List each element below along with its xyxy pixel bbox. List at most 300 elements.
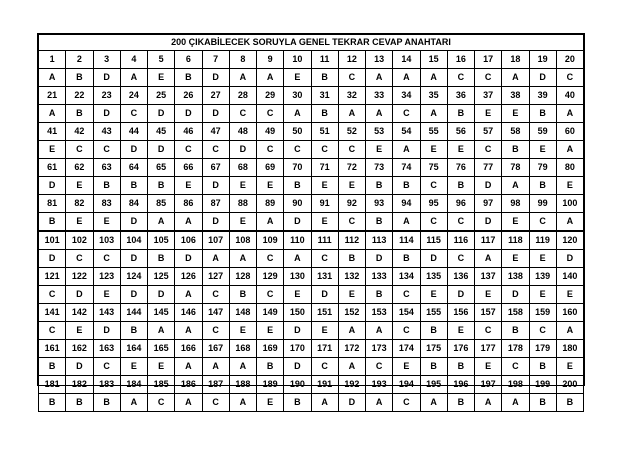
question-number-cell: 107	[202, 231, 229, 250]
question-number-cell: 196	[447, 376, 474, 394]
question-number-cell: 165	[148, 340, 175, 358]
question-number-cell: 56	[447, 123, 474, 141]
answer-cell: A	[175, 213, 202, 232]
answer-cell: E	[284, 286, 311, 304]
answer-cell: E	[284, 69, 311, 87]
answer-row	[39, 177, 584, 195]
question-number-cell: 103	[93, 231, 120, 250]
answer-cell: B	[447, 105, 474, 123]
question-number-cell: 134	[393, 268, 420, 286]
answer-cell: D	[338, 394, 365, 412]
answer-cell: A	[148, 322, 175, 340]
question-number-cell: 137	[475, 268, 502, 286]
answer-cell: A	[556, 322, 583, 340]
question-number-cell: 58	[502, 123, 529, 141]
question-number-cell: 199	[529, 376, 556, 394]
question-number-cell: 200	[556, 376, 583, 394]
question-number-cell: 145	[148, 304, 175, 322]
answer-cell: D	[93, 322, 120, 340]
question-number-cell: 99	[529, 195, 556, 213]
answer-cell: B	[66, 105, 93, 123]
question-number-cell: 189	[257, 376, 284, 394]
question-number-cell: 191	[311, 376, 338, 394]
answer-cell: D	[93, 105, 120, 123]
answer-cell: B	[120, 177, 147, 195]
answer-cell: C	[420, 177, 447, 195]
question-number-cell: 30	[284, 87, 311, 105]
question-number-cell: 159	[529, 304, 556, 322]
question-number-cell: 173	[366, 340, 393, 358]
answer-cell: B	[66, 69, 93, 87]
answer-cell: C	[120, 105, 147, 123]
question-number-cell: 155	[420, 304, 447, 322]
answer-cell: E	[529, 286, 556, 304]
question-number-cell: 164	[120, 340, 147, 358]
question-number-cell: 50	[284, 123, 311, 141]
answer-cell: A	[393, 213, 420, 232]
question-number-cell: 41	[39, 123, 66, 141]
question-number-cell: 59	[529, 123, 556, 141]
answer-row	[39, 250, 584, 268]
question-number-cell: 13	[366, 51, 393, 69]
answer-cell: E	[257, 177, 284, 195]
question-number-cell: 4	[120, 51, 147, 69]
answer-cell: D	[93, 69, 120, 87]
question-number-cell: 116	[447, 231, 474, 250]
answer-cell: B	[447, 177, 474, 195]
question-number-cell: 160	[556, 304, 583, 322]
question-number-cell: 169	[257, 340, 284, 358]
question-number-cell: 53	[366, 123, 393, 141]
question-number-cell: 126	[175, 268, 202, 286]
question-number-cell: 104	[120, 231, 147, 250]
answer-cell: D	[420, 250, 447, 268]
answer-cell: A	[148, 213, 175, 232]
question-number-cell: 18	[502, 51, 529, 69]
question-number-cell: 66	[175, 159, 202, 177]
answer-cell: D	[475, 177, 502, 195]
question-number-cell: 49	[257, 123, 284, 141]
answer-cell: C	[447, 213, 474, 232]
answer-cell: B	[257, 358, 284, 376]
answer-cell: C	[502, 358, 529, 376]
question-number-cell: 112	[338, 231, 365, 250]
answer-cell: A	[284, 105, 311, 123]
answer-row	[39, 69, 584, 87]
question-number-cell: 87	[202, 195, 229, 213]
answer-cell: E	[66, 177, 93, 195]
answer-cell: E	[393, 358, 420, 376]
answer-cell: E	[529, 141, 556, 159]
question-number-cell: 62	[66, 159, 93, 177]
question-number-cell: 101	[39, 231, 66, 250]
answer-cell: C	[311, 141, 338, 159]
question-number-cell: 55	[420, 123, 447, 141]
answer-cell: A	[420, 394, 447, 412]
question-number-cell: 19	[529, 51, 556, 69]
answer-cell: C	[311, 358, 338, 376]
answer-cell: D	[556, 250, 583, 268]
answer-cell: D	[284, 358, 311, 376]
question-number-cell: 15	[420, 51, 447, 69]
answer-cell: A	[393, 141, 420, 159]
answer-cell: A	[175, 286, 202, 304]
question-number-cell: 115	[420, 231, 447, 250]
question-number-cell: 148	[229, 304, 256, 322]
answer-cell: E	[556, 177, 583, 195]
question-number-cell: 181	[39, 376, 66, 394]
question-number-cell: 198	[502, 376, 529, 394]
answer-cell: B	[338, 250, 365, 268]
question-number-row	[39, 340, 584, 358]
answer-cell: A	[366, 322, 393, 340]
question-number-cell: 26	[175, 87, 202, 105]
answer-cell: A	[556, 105, 583, 123]
answer-cell: E	[66, 213, 93, 232]
answer-cell: B	[529, 105, 556, 123]
answer-cell: A	[475, 250, 502, 268]
answer-cell: A	[202, 358, 229, 376]
question-number-cell: 80	[556, 159, 583, 177]
question-number-cell: 132	[338, 268, 365, 286]
question-number-cell: 187	[202, 376, 229, 394]
answer-cell: A	[475, 394, 502, 412]
question-number-cell: 86	[175, 195, 202, 213]
answer-cell: C	[475, 141, 502, 159]
answer-cell: B	[93, 177, 120, 195]
answer-cell: A	[39, 69, 66, 87]
answer-cell: A	[338, 358, 365, 376]
question-number-cell: 29	[257, 87, 284, 105]
answer-cell: E	[229, 322, 256, 340]
question-number-cell: 120	[556, 231, 583, 250]
answer-cell: C	[529, 213, 556, 232]
answer-cell: E	[529, 250, 556, 268]
answer-cell: A	[229, 250, 256, 268]
answer-cell: B	[420, 358, 447, 376]
question-number-cell: 110	[284, 231, 311, 250]
answer-cell: E	[556, 358, 583, 376]
question-number-cell: 23	[93, 87, 120, 105]
question-number-row	[39, 51, 584, 69]
answer-cell: B	[366, 286, 393, 304]
answer-cell: A	[120, 69, 147, 87]
answer-cell: B	[148, 177, 175, 195]
answer-cell: E	[420, 141, 447, 159]
answer-cell: B	[529, 177, 556, 195]
question-number-cell: 77	[475, 159, 502, 177]
question-number-cell: 135	[420, 268, 447, 286]
answer-cell: E	[556, 286, 583, 304]
question-number-cell: 35	[420, 87, 447, 105]
question-number-cell: 118	[502, 231, 529, 250]
answer-cell: C	[257, 105, 284, 123]
question-number-cell: 71	[311, 159, 338, 177]
answer-cell: E	[120, 358, 147, 376]
question-number-cell: 5	[148, 51, 175, 69]
answer-cell: D	[202, 213, 229, 232]
answer-cell: A	[556, 213, 583, 232]
answer-cell: B	[311, 105, 338, 123]
question-number-cell: 172	[338, 340, 365, 358]
question-number-cell: 147	[202, 304, 229, 322]
answer-cell: E	[148, 69, 175, 87]
question-number-row	[39, 376, 584, 394]
question-number-cell: 24	[120, 87, 147, 105]
answer-cell: D	[148, 105, 175, 123]
answer-cell: E	[257, 322, 284, 340]
answer-cell: C	[93, 358, 120, 376]
question-number-cell: 152	[338, 304, 365, 322]
answer-cell: E	[366, 141, 393, 159]
answer-row	[39, 286, 584, 304]
question-number-cell: 17	[475, 51, 502, 69]
answer-cell: A	[257, 213, 284, 232]
question-number-cell: 73	[366, 159, 393, 177]
answer-cell: D	[148, 141, 175, 159]
answer-row	[39, 322, 584, 340]
question-number-cell: 109	[257, 231, 284, 250]
answer-cell: D	[39, 250, 66, 268]
answer-cell: D	[502, 286, 529, 304]
answer-cell: A	[502, 177, 529, 195]
question-number-cell: 162	[66, 340, 93, 358]
answer-cell: C	[284, 141, 311, 159]
answer-cell: A	[393, 69, 420, 87]
question-number-cell: 186	[175, 376, 202, 394]
answer-cell: E	[338, 286, 365, 304]
answer-cell: E	[175, 177, 202, 195]
answer-row	[39, 105, 584, 123]
question-number-cell: 108	[229, 231, 256, 250]
question-number-cell: 184	[120, 376, 147, 394]
answer-cell: E	[502, 105, 529, 123]
question-number-cell: 131	[311, 268, 338, 286]
answer-cell: E	[502, 213, 529, 232]
answer-cell: C	[338, 213, 365, 232]
answer-cell: B	[556, 394, 583, 412]
question-number-cell: 48	[229, 123, 256, 141]
answer-cell: D	[202, 177, 229, 195]
answer-cell: C	[338, 69, 365, 87]
answer-cell: C	[366, 358, 393, 376]
question-number-cell: 44	[120, 123, 147, 141]
question-number-cell: 9	[257, 51, 284, 69]
answer-cell: B	[366, 177, 393, 195]
question-number-cell: 57	[475, 123, 502, 141]
question-number-cell: 130	[284, 268, 311, 286]
answer-cell: D	[39, 177, 66, 195]
answer-cell: A	[420, 105, 447, 123]
answer-cell: C	[202, 286, 229, 304]
question-number-cell: 10	[284, 51, 311, 69]
answer-cell: C	[393, 286, 420, 304]
answer-cell: A	[502, 394, 529, 412]
answer-cell: B	[39, 358, 66, 376]
answer-cell: A	[202, 250, 229, 268]
question-number-cell: 174	[393, 340, 420, 358]
answer-cell: D	[120, 250, 147, 268]
question-number-cell: 140	[556, 268, 583, 286]
answer-cell: E	[447, 322, 474, 340]
question-number-cell: 178	[502, 340, 529, 358]
question-number-cell: 32	[338, 87, 365, 105]
question-number-cell: 156	[447, 304, 474, 322]
question-number-cell: 54	[393, 123, 420, 141]
answer-cell: C	[66, 141, 93, 159]
question-number-cell: 163	[93, 340, 120, 358]
answer-row	[39, 213, 584, 232]
answer-cell: A	[366, 394, 393, 412]
question-number-cell: 158	[502, 304, 529, 322]
answer-cell: A	[120, 394, 147, 412]
answer-cell: A	[420, 69, 447, 87]
question-number-row	[39, 231, 584, 250]
question-number-cell: 119	[529, 231, 556, 250]
answer-cell: C	[148, 394, 175, 412]
answer-cell: E	[420, 286, 447, 304]
question-number-cell: 20	[556, 51, 583, 69]
question-number-cell: 113	[366, 231, 393, 250]
question-number-cell: 171	[311, 340, 338, 358]
question-number-cell: 14	[393, 51, 420, 69]
answer-cell: D	[284, 213, 311, 232]
question-number-cell: 121	[39, 268, 66, 286]
answer-row	[39, 358, 584, 376]
answer-cell: E	[311, 177, 338, 195]
question-number-row	[39, 304, 584, 322]
answer-cell: D	[229, 141, 256, 159]
answer-cell: D	[66, 358, 93, 376]
answer-cell: C	[257, 141, 284, 159]
question-number-cell: 150	[284, 304, 311, 322]
answer-cell: A	[175, 322, 202, 340]
answer-cell: B	[175, 69, 202, 87]
question-number-cell: 182	[66, 376, 93, 394]
question-number-cell: 72	[338, 159, 365, 177]
answer-cell: C	[393, 105, 420, 123]
question-number-cell: 114	[393, 231, 420, 250]
answer-cell: B	[284, 177, 311, 195]
answer-cell: B	[93, 394, 120, 412]
question-number-cell: 95	[420, 195, 447, 213]
question-number-cell: 85	[148, 195, 175, 213]
question-number-cell: 96	[447, 195, 474, 213]
question-number-cell: 69	[257, 159, 284, 177]
question-number-cell: 123	[93, 268, 120, 286]
answer-cell: C	[556, 69, 583, 87]
question-number-cell: 128	[229, 268, 256, 286]
answer-cell: C	[447, 250, 474, 268]
answer-cell: C	[393, 394, 420, 412]
answer-cell: B	[393, 177, 420, 195]
question-number-cell: 33	[366, 87, 393, 105]
answer-cell: E	[93, 286, 120, 304]
answer-cell: C	[393, 322, 420, 340]
question-number-cell: 138	[502, 268, 529, 286]
question-number-cell: 105	[148, 231, 175, 250]
answer-cell: D	[202, 105, 229, 123]
question-number-cell: 90	[284, 195, 311, 213]
question-number-cell: 144	[120, 304, 147, 322]
answer-cell: C	[229, 105, 256, 123]
answer-cell: B	[366, 213, 393, 232]
question-number-cell: 185	[148, 376, 175, 394]
answer-cell: B	[529, 358, 556, 376]
answer-cell: E	[229, 213, 256, 232]
question-number-cell: 176	[447, 340, 474, 358]
answer-cell: C	[202, 394, 229, 412]
question-number-cell: 153	[366, 304, 393, 322]
question-number-cell: 38	[502, 87, 529, 105]
answer-cell: D	[202, 69, 229, 87]
question-number-cell: 129	[257, 268, 284, 286]
answer-cell: B	[229, 286, 256, 304]
question-number-cell: 122	[66, 268, 93, 286]
answer-cell: C	[257, 286, 284, 304]
question-number-cell: 79	[529, 159, 556, 177]
answer-cell: D	[529, 69, 556, 87]
answer-cell: C	[202, 141, 229, 159]
answer-cell: D	[175, 250, 202, 268]
question-number-cell: 36	[447, 87, 474, 105]
question-number-cell: 91	[311, 195, 338, 213]
question-number-cell: 52	[338, 123, 365, 141]
question-number-cell: 100	[556, 195, 583, 213]
question-number-cell: 93	[366, 195, 393, 213]
answer-cell: D	[475, 213, 502, 232]
question-number-cell: 195	[420, 376, 447, 394]
answer-cell: D	[66, 286, 93, 304]
answer-cell: C	[39, 322, 66, 340]
answer-cell: C	[257, 250, 284, 268]
question-number-cell: 180	[556, 340, 583, 358]
question-number-cell: 65	[148, 159, 175, 177]
question-number-cell: 11	[311, 51, 338, 69]
answer-row	[39, 394, 584, 412]
question-number-cell: 47	[202, 123, 229, 141]
question-number-cell: 149	[257, 304, 284, 322]
question-number-cell: 34	[393, 87, 420, 105]
question-number-cell: 143	[93, 304, 120, 322]
answer-cell: C	[420, 213, 447, 232]
question-number-cell: 45	[148, 123, 175, 141]
answer-key-sheet	[37, 33, 585, 407]
answer-cell: B	[447, 394, 474, 412]
question-number-cell: 146	[175, 304, 202, 322]
answer-cell: A	[175, 394, 202, 412]
question-number-cell: 61	[39, 159, 66, 177]
question-number-cell: 154	[393, 304, 420, 322]
question-number-cell: 67	[202, 159, 229, 177]
answer-cell: B	[447, 358, 474, 376]
answer-cell: E	[475, 358, 502, 376]
question-number-cell: 64	[120, 159, 147, 177]
answer-cell: A	[502, 69, 529, 87]
answer-cell: C	[475, 322, 502, 340]
answer-cell: C	[202, 322, 229, 340]
question-number-cell: 117	[475, 231, 502, 250]
question-number-cell: 25	[148, 87, 175, 105]
question-number-cell: 192	[338, 376, 365, 394]
answer-cell: E	[257, 394, 284, 412]
question-number-cell: 190	[284, 376, 311, 394]
question-number-cell: 7	[202, 51, 229, 69]
question-number-cell: 88	[229, 195, 256, 213]
question-number-cell: 92	[338, 195, 365, 213]
question-number-cell: 22	[66, 87, 93, 105]
answer-cell: A	[311, 394, 338, 412]
